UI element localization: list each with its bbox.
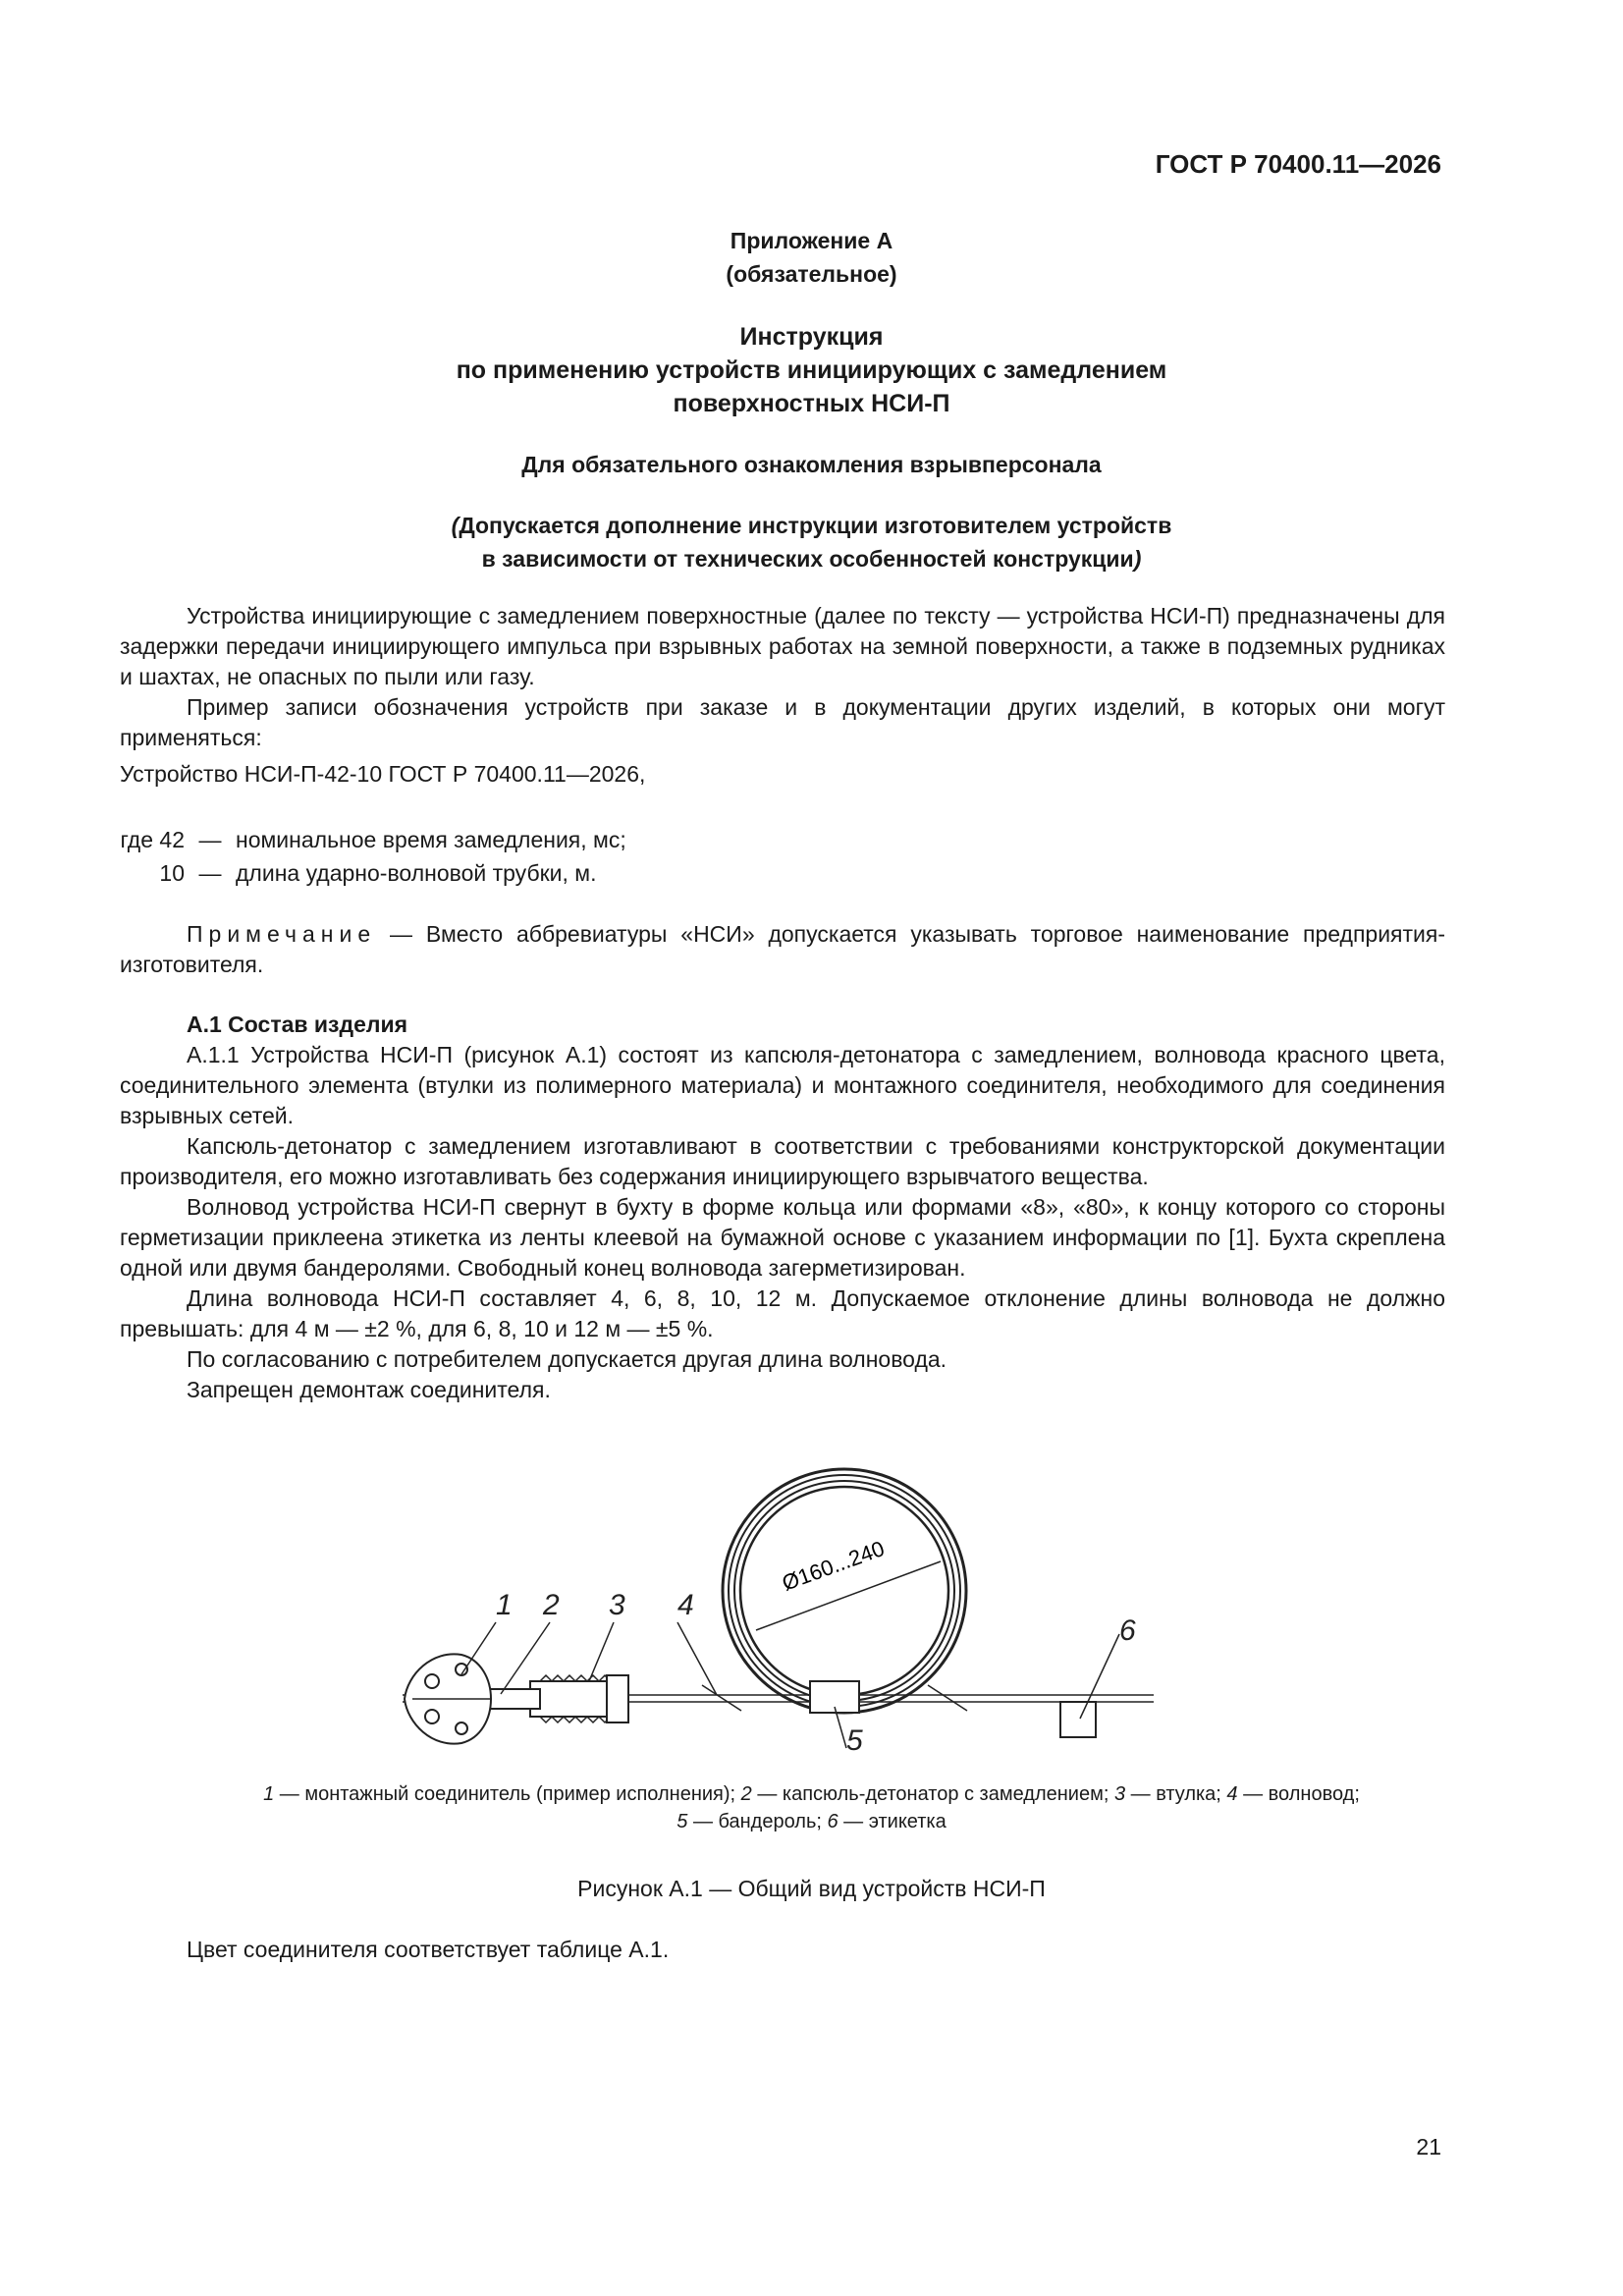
definition-row: где 42 — номинальное время замедления, мс; [69, 823, 626, 856]
instruction-title [0, 320, 1623, 420]
connector [405, 1654, 491, 1743]
figure-title: Рисунок А.1 — Общий вид устройств НСИ-П [577, 1876, 1046, 1901]
intro-paragraph-1: Устройства инициирующие с замедлением поверхностные (далее по тексту — устройства НСИ-П) предназначены для задержки передачи инициирующего импульса при взрывных работах на земной поверхности, а также в подземных рудниках и шахтах, не опасных по пыли или газу. [120, 603, 1445, 689]
document-header: ГОСТ Р 70400.11—2026 [1155, 149, 1441, 179]
item-label-6: 6 [1119, 1614, 1136, 1647]
designation-example: Устройство НСИ-П-42-10 ГОСТ Р 70400.11—2026, [120, 761, 646, 787]
subtitle: Для обязательного ознакомления взрывперсонала [521, 452, 1102, 477]
item-label-5: 5 [846, 1724, 863, 1757]
definition-list [69, 823, 626, 890]
diameter-label: Ø160...240 [779, 1535, 889, 1596]
title-line-1: Инструкция [739, 323, 884, 351]
definition-row: 10 — длина ударно-волновой трубки, м. [69, 856, 626, 890]
label-tag [1060, 1702, 1096, 1737]
section-paragraph: Запрещен демонтаж соединителя. [187, 1377, 551, 1402]
definition-key: 10 [159, 860, 185, 886]
bushing [530, 1675, 628, 1722]
page-number: 21 [1416, 2134, 1441, 2159]
section-a1 [120, 1010, 1445, 1405]
note-text: — Вместо аббревиатуры «НСИ» допускается указывать торговое наименование предприятия-изготовителя. [120, 921, 1445, 977]
note-heading-line-1: (Допускается дополнение инструкции изготовителем устройств [451, 513, 1172, 538]
item-label-4: 4 [677, 1589, 694, 1621]
definition-text: длина ударно-волновой трубки, м. [236, 860, 597, 886]
title-line-3: поверхностных НСИ-П [673, 390, 950, 417]
section-paragraph: Волновод устройства НСИ-П свернут в бухту в форме кольца или формами «8», «80», к концу которого со стороны герметизации приклеена этикетка из ленты клеевой на бумажной основе с указанием информации по [1]. Бухта скреплена одной или двумя бандеролями. Свободный конец волновода загерметизирован. [120, 1194, 1445, 1281]
intro-paragraph-2: Пример записи обозначения устройств при заказе и в документации других изделий, в которых они могут применяться: [120, 694, 1445, 750]
appendix-status: (обязательное) [726, 261, 897, 287]
note-heading-line-2: в зависимости от технических особенностей конструкции) [481, 546, 1142, 572]
section-heading: А.1 Состав изделия [187, 1011, 408, 1037]
intro-block [120, 601, 1445, 795]
section-paragraph: Длина волновода НСИ-П составляет 4, 6, 8, 10, 12 м. Допускаемое отклонение длины волновода не должно превышать: для 4 м — ±2 %, для 6, 8, 10 и 12 м — ±5 %. [120, 1285, 1445, 1341]
section-paragraph: Капсюль-детонатор с замедлением изготавливают в соответствии с требованиями конструкторской документации производителя, его можно изготавливать без содержания инициирующего взрывчатого вещества. [120, 1133, 1445, 1189]
title-line-2: по применению устройств инициирующих с замедлением [456, 356, 1167, 384]
closing-paragraph: Цвет соединителя соответствует таблице А.1. [187, 1937, 670, 1962]
figure-legend [0, 1780, 1623, 1835]
definition-text: номинальное время замедления, мс; [236, 827, 626, 852]
note-open-paren: ( [451, 513, 460, 538]
section-paragraph: По согласованию с потребителем допускается другая длина волновода. [187, 1346, 947, 1372]
item-label-2: 2 [543, 1589, 560, 1621]
item-label-1: 1 [496, 1589, 513, 1621]
section-paragraph: А.1.1 Устройства НСИ-П (рисунок А.1) состоят из капсюля-детонатора с замедлением, волновода красного цвета, соединительного элемента (втулки из полимерного материала) и монтажного соединителя, необходимого для соединения взрывных сетей. [120, 1042, 1445, 1128]
item-label-3: 3 [609, 1589, 625, 1621]
definition-key: где 42 [120, 827, 185, 852]
appendix-heading [0, 224, 1623, 291]
legend-line-1: 1 — монтажный соединитель (пример исполнения); 2 — капсюль-детонатор с замедлением; 3 — втулка; 4 — волновод; [263, 1783, 1360, 1805]
appendix-label: Приложение А [730, 228, 893, 253]
closing-block [120, 1935, 1445, 1965]
note-close-paren: ) [1133, 546, 1142, 572]
legend-line-2: 5 — бандероль; 6 — этикетка [676, 1811, 947, 1832]
note-paragraph [120, 919, 1445, 980]
note-heading [0, 509, 1623, 575]
note-label: Примечание [187, 921, 377, 947]
figure-a1-drawing [0, 1453, 1623, 1768]
note-block [120, 919, 1445, 980]
coil-rings [723, 1469, 966, 1713]
